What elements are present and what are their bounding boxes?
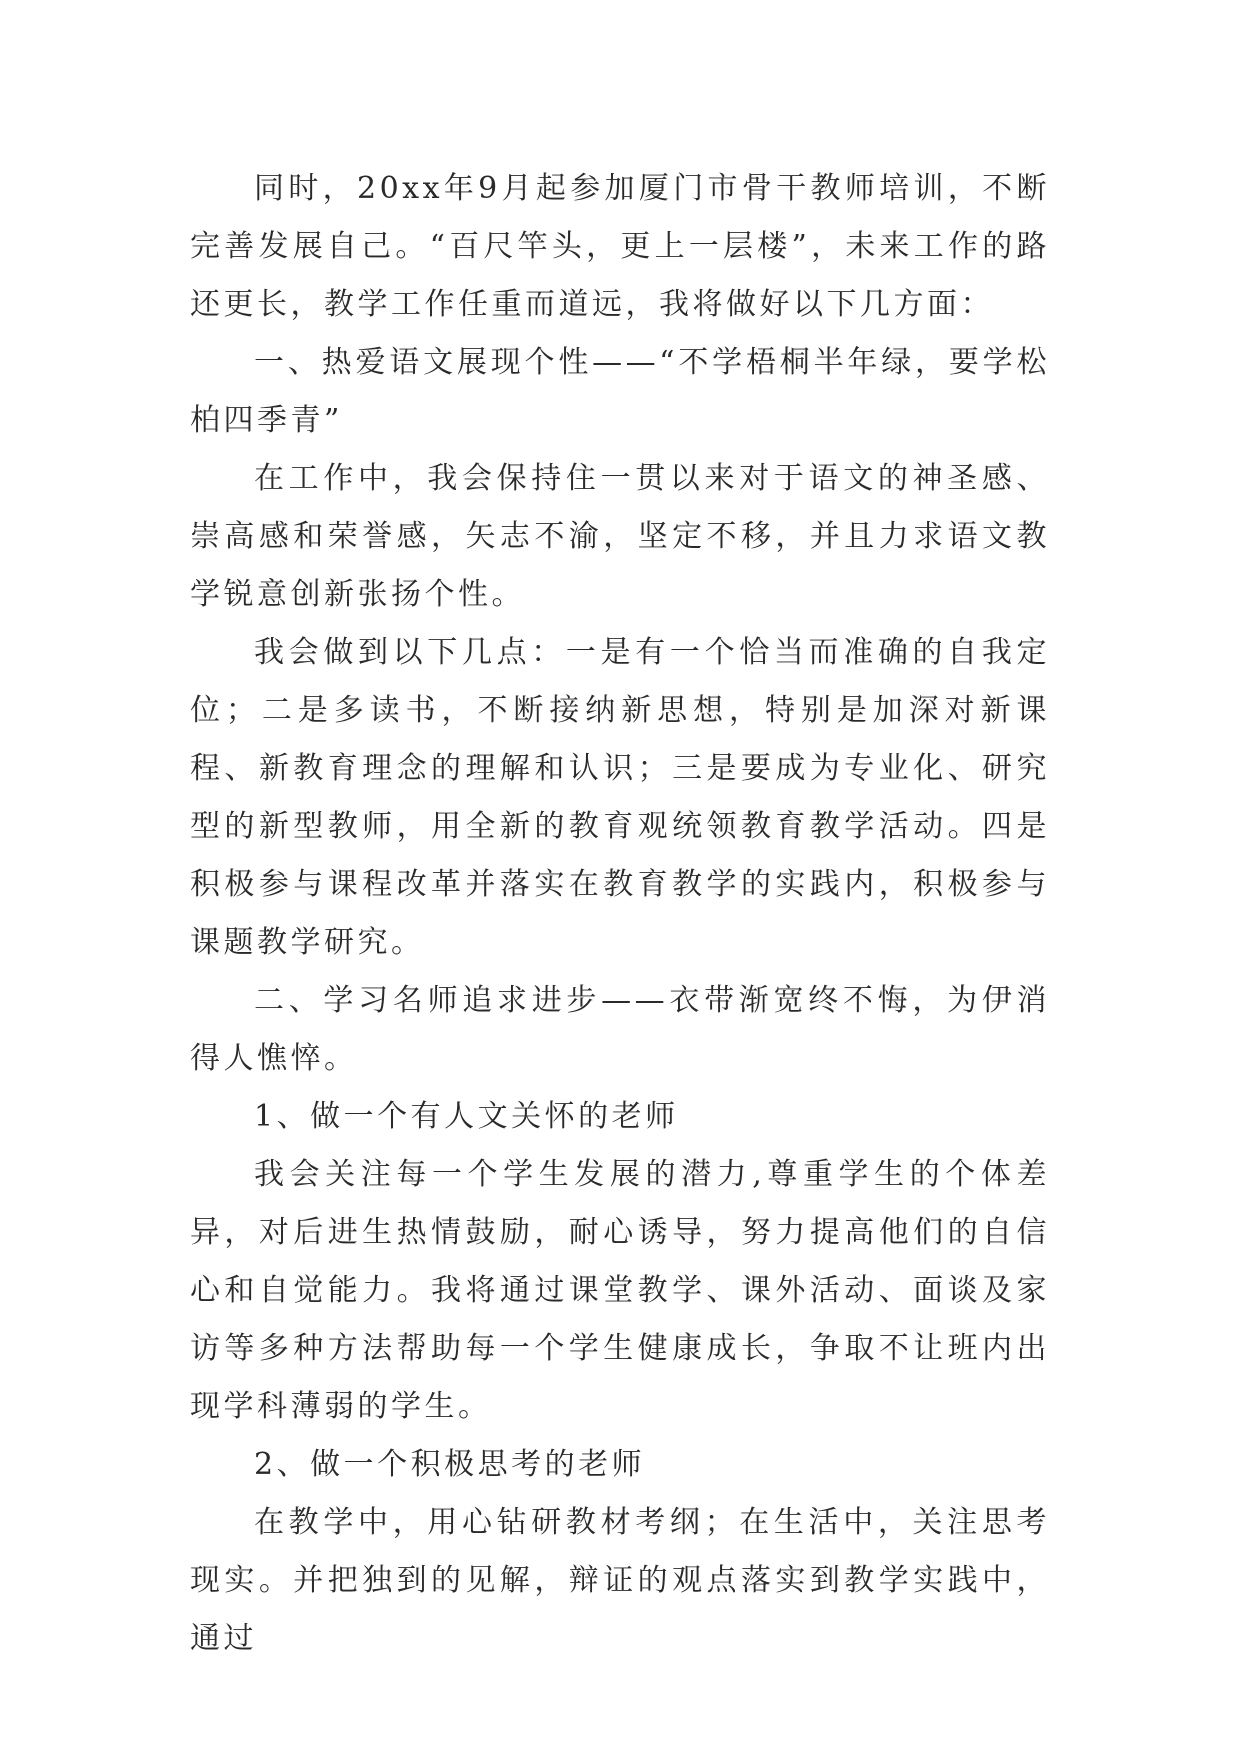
paragraph: 在教学中，用心钻研教材考纲；在生活中，关注思考现实。并把独到的见解，辩证的观点落实到教学实践中，通过 bbox=[190, 1505, 1050, 1656]
section-heading: 一、热爱语文展现个性——“不学梧桐半年绿，要学松柏四季青” bbox=[190, 345, 1050, 438]
paragraph: 我会关注每一个学生发展的潜力,尊重学生的个体差异，对后进生热情鼓励，耐心诱导，努力提高他们的自信心和自觉能力。我将通过课堂教学、课外活动、面谈及家访等多种方法帮助每一个学生健康成长，争取不让班内出现学科薄弱的学生。 bbox=[190, 1157, 1050, 1424]
subsection-heading: 2、做一个积极思考的老师 bbox=[254, 1447, 646, 1482]
subsection-heading: 1、做一个有人文关怀的老师 bbox=[254, 1099, 679, 1134]
document-body bbox=[190, 160, 1050, 1668]
paragraph: 在工作中，我会保持住一贯以来对于语文的神圣感、崇高感和荣誉感，矢志不渝，坚定不移，并且力求语文教学锐意创新张扬个性。 bbox=[190, 461, 1050, 612]
section-heading: 二、学习名师追求进步——衣带渐宽终不悔，为伊消得人憔悴。 bbox=[190, 983, 1050, 1076]
paragraph: 我会做到以下几点：一是有一个恰当而准确的自我定位；二是多读书，不断接纳新思想，特别是加深对新课程、新教育理念的理解和认识；三是要成为专业化、研究型的新型教师，用全新的教育观统领教育教学活动。四是积极参与课程改革并落实在教育教学的实践内，积极参与课题教学研究。 bbox=[190, 635, 1050, 960]
paragraph: 同时，20xx年9月起参加厦门市骨干教师培训，不断完善发展自己。“百尺竿头，更上一层楼”，未来工作的路还更长，教学工作任重而道远，我将做好以下几方面： bbox=[190, 171, 1050, 322]
